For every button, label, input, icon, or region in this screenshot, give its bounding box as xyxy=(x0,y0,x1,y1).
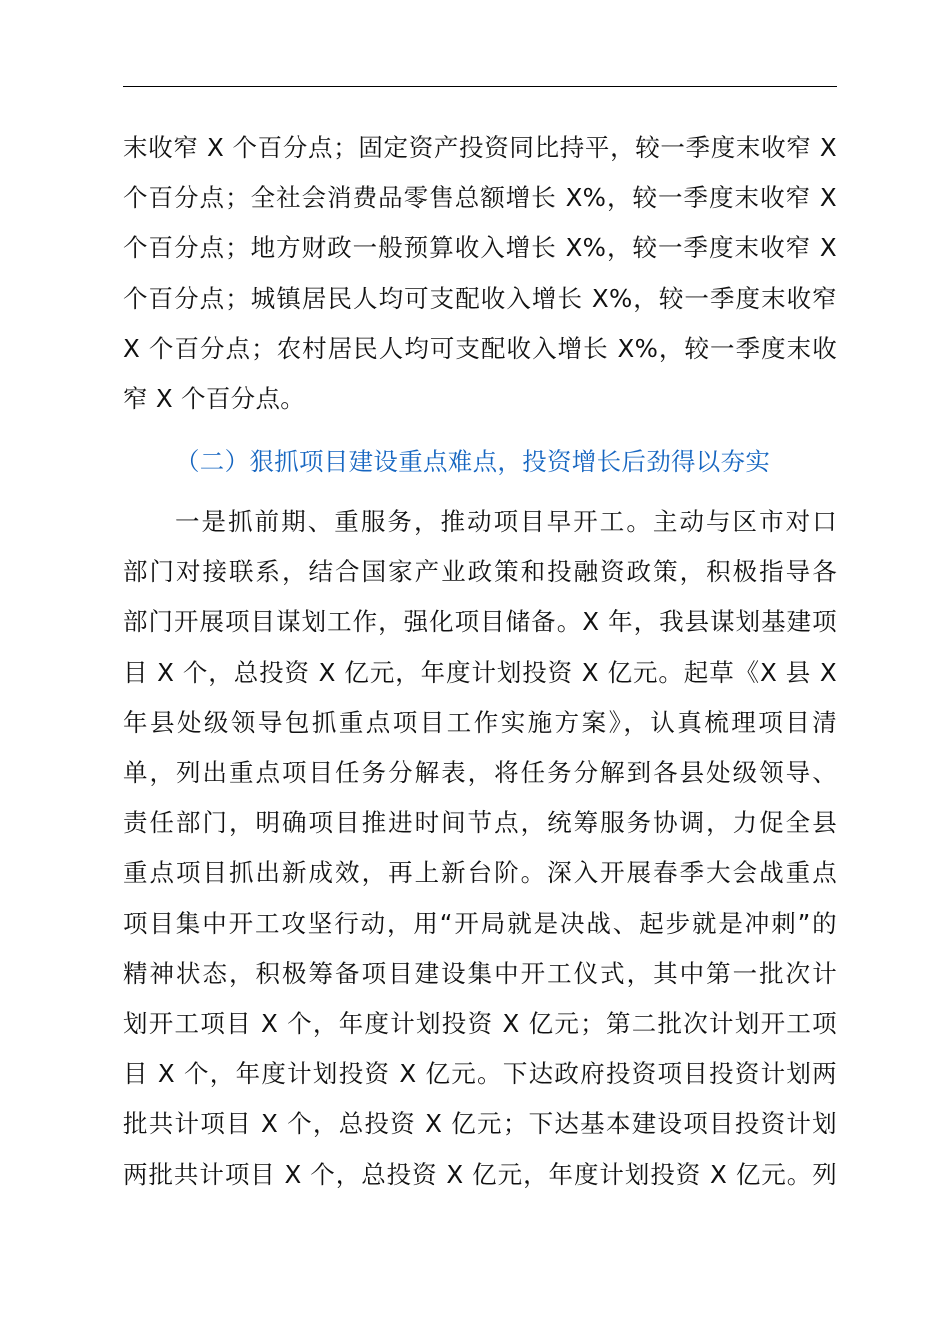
paragraph-line: 项目集中开工攻坚行动，用“开局就是决战、起步就是冲刺”的 xyxy=(123,908,837,938)
paragraph-line: 一是抓前期、重服务，推动项目早开工。主动与区市对口 xyxy=(175,507,837,536)
paragraph-line: 单，列出重点项目任务分解表，将任务分解到各县处级领导、 xyxy=(123,758,837,788)
paragraph-line: 重点项目抓出新成效，再上新台阶。深入开展春季大会战重点 xyxy=(123,858,837,888)
paragraph-line: 目 X 个，年度计划投资 X 亿元。下达政府投资项目投资计划两 xyxy=(123,1059,837,1089)
paragraph-line: 责任部门，明确项目推进时间节点，统筹服务协调，力促全县 xyxy=(123,808,837,838)
paragraph-2 xyxy=(123,497,837,1200)
paragraph-line: 个百分点；全社会消费品零售总额增长 X%，较一季度末收窄 X xyxy=(123,183,837,213)
paragraph-line: 目 X 个，总投资 X 亿元，年度计划投资 X 亿元。起草《X 县 X xyxy=(123,657,837,687)
section-heading: （二）狠抓项目建设重点难点，投资增长后劲得以夯实 xyxy=(175,447,771,476)
paragraph-line: 批共计项目 X 个，总投资 X 亿元；下达基本建设项目投资计划 xyxy=(123,1109,837,1139)
paragraph-1 xyxy=(123,123,837,424)
header-rule xyxy=(123,86,837,87)
paragraph-line: 精神状态，积极筹备项目建设集中开工仪式，其中第一批次计 xyxy=(123,958,837,988)
paragraph-line: 窄 X 个百分点。 xyxy=(123,384,306,414)
paragraph-line: 年县处级领导包抓重点项目工作实施方案》，认真梳理项目清 xyxy=(123,707,837,737)
paragraph-line: 末收窄 X 个百分点；固定资产投资同比持平，较一季度末收窄 X xyxy=(123,133,837,162)
paragraph-line: 部门对接联系，结合国家产业政策和投融资政策，积极指导各 xyxy=(123,557,837,587)
paragraph-line: 个百分点；地方财政一般预算收入增长 X%，较一季度末收窄 X xyxy=(123,233,837,263)
paragraph-line: X 个百分点；农村居民人均可支配收入增长 X%，较一季度末收 xyxy=(123,333,837,363)
paragraph-line: 个百分点；城镇居民人均可支配收入增长 X%，较一季度末收窄 xyxy=(123,283,837,313)
paragraph-line: 划开工项目 X 个，年度计划投资 X 亿元；第二批次计划开工项 xyxy=(123,1009,837,1039)
paragraph-line: 部门开展项目谋划工作，强化项目储备。X 年，我县谋划基建项 xyxy=(123,607,837,637)
paragraph-line: 两批共计项目 X 个，总投资 X 亿元，年度计划投资 X 亿元。列 xyxy=(123,1159,837,1189)
